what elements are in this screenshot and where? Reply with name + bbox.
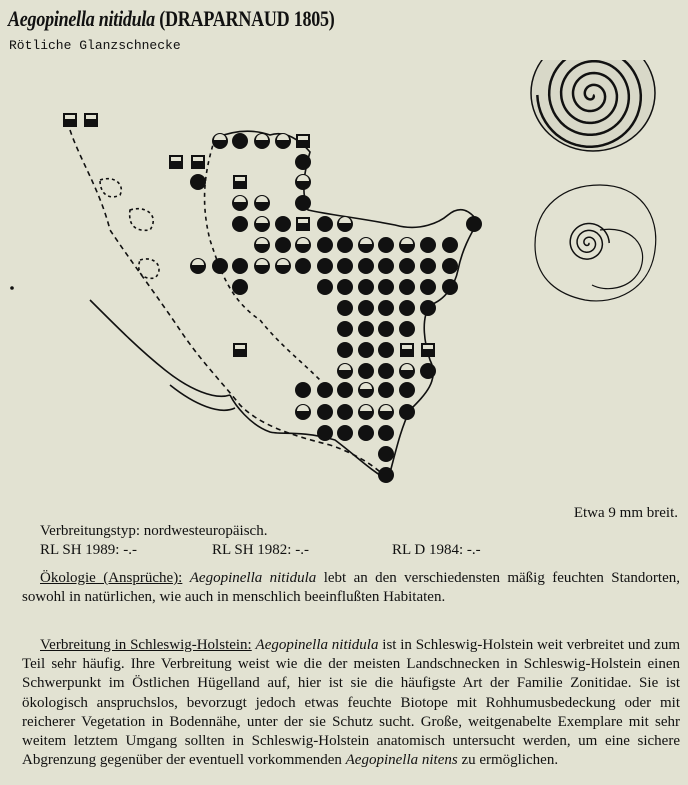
size-note: Etwa 9 mm breit. <box>573 505 678 521</box>
ecology-text: lebt an den verschiedensten mäßig feuchten Standorten, sowohl in natürlichen, wie auch in menschlich beeinflußten Habitaten. <box>22 570 680 606</box>
record-circle <box>295 382 311 398</box>
record-circle <box>275 216 291 232</box>
distribution-map <box>70 130 478 480</box>
record-circle <box>399 404 415 420</box>
ecology-heading: Ökologie (Ansprüche): <box>40 570 183 586</box>
record-circle <box>317 216 333 232</box>
record-circle <box>275 237 291 253</box>
record-circle <box>232 258 248 274</box>
common-name: Rötliche Glanzschnecke <box>9 38 181 53</box>
record-circle <box>337 382 353 398</box>
rl-d-1984: RL D 1984: -.- <box>392 542 481 558</box>
record-circle <box>358 363 374 379</box>
record-circle <box>466 216 482 232</box>
distribution-heading: Verbreitung in Schleswig-Holstein: <box>40 637 252 653</box>
record-circle <box>317 404 333 420</box>
record-circle <box>317 258 333 274</box>
record-circle <box>337 300 353 316</box>
distribution-text: ist in Schleswig-Holstein weit verbreitet und zum Teil sehr häufig. Ihre Verbreitung weist wie die der meisten Landschnecken in Schleswig-Holstein einen Schwerpunkt im Östlichen Hügelland auf, hier ist sie die häufigste Art der Familie Zonitidae. Sie ist ökologisch anspruchslos, bevorzugt jedoch etwas feuchte Biotope mit Rohhumusbedeckung oder mit reicherer Vegetation in Bodennähe, unter der sie Schutz sucht. Große, weitgenabelte Exemplare mit sehr weitem letztem Umgang sollten in Schleswig-Holstein anatomisch untersucht werden, um eine sichere Abgrenzung gegenüber der eventuell vorkommenden <box>22 637 680 769</box>
record-square-fill <box>423 345 433 349</box>
rl-sh-1989: RL SH 1989: -.- <box>40 542 137 558</box>
record-circle <box>442 279 458 295</box>
record-circle <box>442 237 458 253</box>
record-circle <box>378 321 394 337</box>
species-ref: Aegopinella nitidula <box>189 570 317 586</box>
shell-bottom-view <box>535 185 656 301</box>
record-circle <box>378 446 394 462</box>
species-authority: (DRAPARNAUD 1805) <box>159 6 335 31</box>
record-circle <box>399 321 415 337</box>
record-circle <box>337 342 353 358</box>
record-circle <box>212 258 228 274</box>
record-circle <box>358 258 374 274</box>
record-circle <box>337 258 353 274</box>
record-circle <box>378 382 394 398</box>
record-circle <box>295 154 311 170</box>
record-circle <box>399 382 415 398</box>
species-name: Aegopinella nitidula <box>8 6 155 31</box>
ecology-paragraph <box>22 569 680 607</box>
record-square-fill <box>402 345 412 349</box>
speck <box>10 286 14 290</box>
record-circle <box>420 300 436 316</box>
record-circle <box>378 237 394 253</box>
record-circle <box>232 279 248 295</box>
record-circle <box>442 258 458 274</box>
record-circle <box>358 342 374 358</box>
record-circle <box>378 300 394 316</box>
figure <box>0 60 688 500</box>
record-circle <box>337 404 353 420</box>
rl-sh-1982: RL SH 1982: -.- <box>212 542 309 558</box>
record-circle <box>399 300 415 316</box>
record-circle <box>420 258 436 274</box>
record-circle <box>378 425 394 441</box>
record-circle <box>295 195 311 211</box>
record-circle <box>317 425 333 441</box>
record-circle <box>358 425 374 441</box>
record-circle <box>317 279 333 295</box>
record-circle <box>232 133 248 149</box>
record-circle <box>420 237 436 253</box>
distribution-type: Verbreitungstyp: nordwesteuropäisch. <box>40 523 268 539</box>
record-circle <box>358 300 374 316</box>
island-outline <box>100 179 159 279</box>
record-circle <box>378 342 394 358</box>
record-circle <box>420 279 436 295</box>
record-circle <box>399 279 415 295</box>
record-circle <box>358 321 374 337</box>
record-circle <box>399 258 415 274</box>
red-list-status <box>40 541 481 560</box>
record-square-fill <box>235 345 245 349</box>
record-circle <box>378 258 394 274</box>
record-circle <box>337 279 353 295</box>
record-square-fill <box>65 115 75 119</box>
record-circle <box>317 382 333 398</box>
distribution-paragraph <box>22 636 680 770</box>
record-square-fill <box>171 157 181 161</box>
record-square-fill <box>86 115 96 119</box>
record-circle <box>337 321 353 337</box>
record-markers <box>63 113 482 483</box>
record-square-fill <box>193 157 203 161</box>
record-square-fill <box>298 219 308 223</box>
record-circle <box>378 279 394 295</box>
species-ref-nitens: Aegopinella nitens <box>345 752 458 769</box>
shell-top-view <box>531 60 655 151</box>
record-circle <box>378 467 394 483</box>
species-ref: Aegopinella nitidula <box>255 637 379 653</box>
record-square-fill <box>298 136 308 140</box>
record-circle <box>317 237 333 253</box>
record-circle <box>295 258 311 274</box>
species-meta <box>40 522 481 560</box>
river <box>90 300 235 410</box>
record-circle <box>358 279 374 295</box>
record-circle <box>337 425 353 441</box>
record-circle <box>378 363 394 379</box>
record-square-fill <box>235 177 245 181</box>
record-circle <box>190 174 206 190</box>
record-circle <box>232 216 248 232</box>
record-circle <box>337 237 353 253</box>
page-title <box>8 6 335 32</box>
distribution-text-end: zu ermöglichen. <box>457 752 559 769</box>
record-circle <box>420 363 436 379</box>
